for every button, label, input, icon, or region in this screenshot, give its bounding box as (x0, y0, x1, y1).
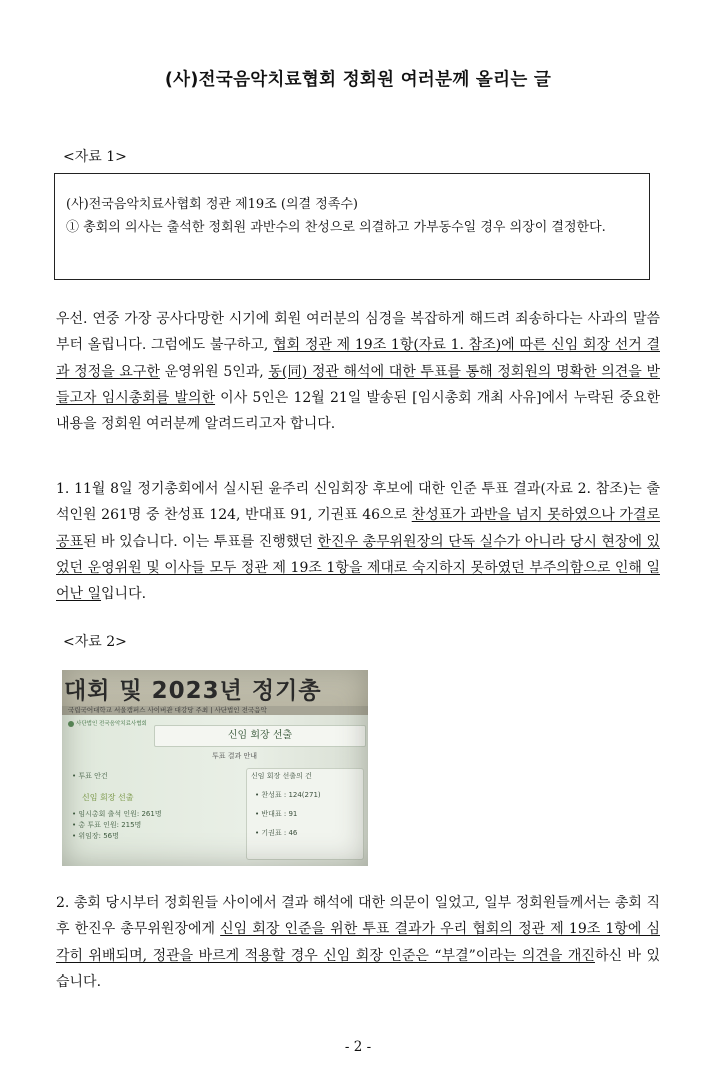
photo-result: • 반대표 : 91 (255, 810, 298, 818)
photo-stat: • 임시총회 출석 인원: 261명 (72, 810, 162, 818)
intro-text-1: 우선. 연중 가장 공사다망한 시기에 회원 여러분의 심경을 복잡하게 해드려 죄송하다는 사과의 말씀부터 올립니다. 그럼에도 불구하고, (56, 311, 660, 354)
intro-paragraph (56, 306, 660, 437)
page-number: - 2 - (344, 1039, 372, 1055)
association-logo-icon (68, 721, 74, 727)
point-1-underline-2: 한진우 총무위원장의 단독 실수가 아니라 당시 현장에 있었던 운영위원 및 이사들 모두 정관 제 19조 1항을 제대로 숙지하지 못하였던 부주의함으로 인해 일어난 일 (56, 533, 660, 603)
photo-screen (62, 715, 368, 866)
photo-left-panel (72, 771, 162, 842)
photo-banner-text: 대회 및 2023년 정기총 (64, 678, 322, 704)
point-2-text-1: 2. 총회 당시부터 정회원들 사이에서 결과 해석에 대한 의문이 일었고, 일부 정회원들께서는 총회 직후 한진우 총무위원장에게 (56, 895, 660, 938)
bylaw-quote-box (54, 173, 650, 280)
document-title: (사)전국음악치료협회 정회원 여러분께 올리는 글 (164, 70, 552, 90)
photo-result: • 찬성표 : 124(271) (255, 791, 321, 799)
point-1-text-2: 된 바 있습니다. 이는 투표를 진행했던 (83, 533, 318, 550)
intro-underline-1: 협회 정관 제 19조 1항(자료 1. 참조)에 따른 신임 회장 선거 결과 정정을 요구한 (56, 337, 660, 380)
photo-stat: • 총 투표 인원: 215명 (72, 821, 142, 829)
point-1-underline-1: 찬성표가 과반을 넘지 못하였으나 가결로 공표 (56, 507, 660, 550)
reference-2-label: <자료 2> (63, 634, 127, 650)
photo-result: • 기권표 : 46 (255, 829, 298, 837)
reference-1-label: <자료 1> (63, 149, 127, 165)
point-2-text-2: 하신 바 있습니다. (56, 947, 661, 990)
photo-agenda-item: 신임 회장 선출 (82, 793, 134, 802)
point-2-paragraph (56, 890, 660, 995)
bylaw-clause: ① 총회의 의사는 출석한 정회원 과반수의 찬성으로 의결하고 가부동수일 경우 의장이 결정한다. (66, 220, 606, 235)
photo-heading: 신임 회장 선출 (154, 725, 366, 747)
photo-stat: • 위임장: 56명 (72, 832, 119, 840)
photo-agenda-label: • 투표 안건 (72, 772, 108, 780)
point-1-paragraph (56, 476, 660, 607)
point-2-underline-1: 신임 회장 인준을 위한 투표 결과가 우리 협회의 정관 제 19조 1항에 심각히 위배되며, 정관을 바르게 적용할 경우 신임 회장 인준은 “부결”이라는 의견을 개진 (56, 921, 660, 964)
photo-logo-text: 사단법인 전국음악치료사협회 (76, 721, 147, 727)
photo-subheading: 투표 결과 안내 (212, 752, 258, 760)
point-1-text-3: 입니다. (101, 586, 147, 603)
point-1-text-1: 1. 11월 8일 정기총회에서 실시된 윤주리 신임회장 후보에 대한 인준 투표 결과(자료 2. 참조)는 출석인원 261명 중 찬성표 124, 반대표 91, 기권표 46으로 (56, 481, 660, 524)
intro-text-3: 이사 5인은 12월 21일 발송된 [임시총회 개최 사유]에서 누락된 중요한 내용을 정회원 여러분께 알려드리고자 합니다. (56, 389, 660, 433)
photo-banner-subline: 국립국어대학교 서울캠퍼스 사이버관 대강당 주최 | 사단법인 전국음악 (62, 706, 368, 715)
photo-results-title: 신임 회장 선출의 건 (251, 772, 312, 780)
vote-result-photo (62, 670, 368, 866)
bylaw-heading: (사)전국음악치료사협회 정관 제19조 (의결 정족수) (66, 197, 358, 212)
intro-text-2: 운영위원 5인과, (159, 363, 269, 380)
photo-results-panel (246, 768, 364, 860)
intro-underline-2: 동(同) 정관 해석에 대한 투표를 통해 정회원의 명확한 의견을 받들고자 임시총회를 발의한 (56, 363, 660, 406)
